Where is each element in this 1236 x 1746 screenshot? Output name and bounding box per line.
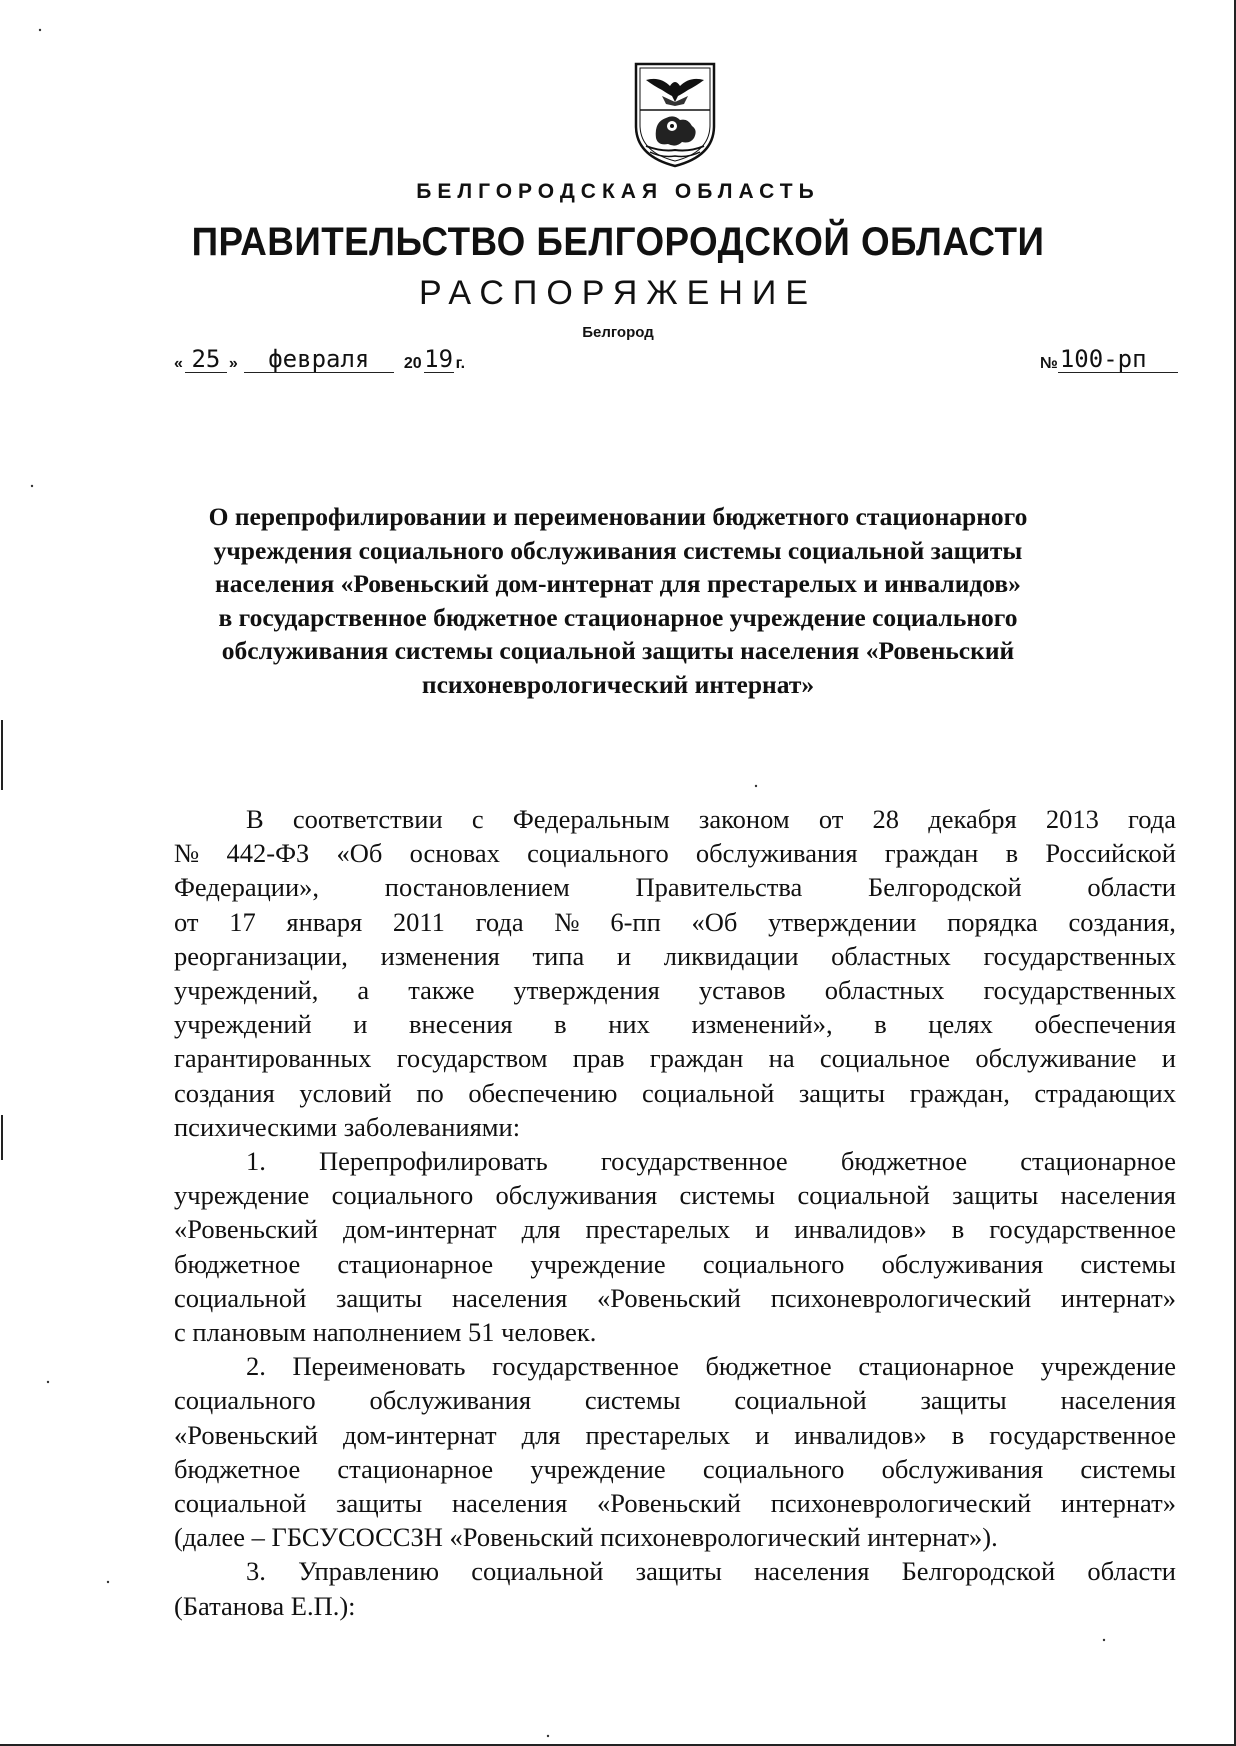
body-line	[174, 905, 1176, 939]
body-word: для	[521, 1419, 561, 1450]
body-word: 1.	[246, 1146, 266, 1177]
body-line	[174, 1383, 1176, 1417]
body-word: интернат»	[1060, 1488, 1176, 1519]
body-word: учреждений	[174, 1009, 312, 1040]
body-word: законом	[698, 804, 790, 834]
body-word: страдающих	[1034, 1077, 1176, 1108]
body-word: защиты	[635, 1556, 722, 1587]
body-word: области	[1087, 1556, 1176, 1587]
document-body	[174, 802, 1176, 1623]
body-word: №	[174, 838, 200, 869]
body-word: граждан	[649, 1043, 744, 1074]
body-word: и	[755, 1419, 770, 1450]
body-word: в	[554, 1009, 567, 1040]
body-word: учреждение	[530, 1453, 666, 1484]
body-line	[174, 836, 1176, 870]
body-word: «Ровеньский	[597, 1282, 741, 1313]
body-word: Российской	[1045, 838, 1176, 869]
body-word: психоневрологический	[770, 1282, 1032, 1313]
body-word: защиты	[798, 1077, 886, 1108]
body-word: гарантированных	[174, 1043, 372, 1074]
body-word: обслуживания	[495, 1180, 658, 1211]
body-word: В	[246, 804, 264, 834]
date-day: 25	[185, 346, 227, 373]
body-line	[174, 1349, 1176, 1383]
government-heading: ПРАВИТЕЛЬСТВО БЕЛГОРОДСКОЙ ОБЛАСТИ	[191, 220, 1045, 264]
body-word: Федеральным	[512, 804, 670, 834]
body-word: учреждение	[1040, 1351, 1176, 1382]
body-word: реорганизации,	[174, 940, 348, 971]
body-word: в	[951, 1214, 965, 1245]
body-word: от	[818, 804, 844, 834]
body-line	[174, 1007, 1176, 1041]
body-word: бюджетное	[174, 1248, 301, 1279]
body-word: интернат»	[1060, 1282, 1176, 1313]
body-word: и	[755, 1214, 770, 1245]
body-word: государственное	[600, 1146, 788, 1177]
body-word: бюджетное	[840, 1146, 968, 1177]
body-word: 2011	[392, 906, 445, 937]
body-word: социальной	[471, 1556, 604, 1587]
body-word: населения	[754, 1556, 870, 1587]
body-word: защиты	[336, 1282, 423, 1313]
body-word: 2.	[246, 1351, 266, 1382]
body-word: социальной	[174, 1488, 307, 1519]
body-word: обслуживания	[695, 838, 858, 869]
body-word: 6-пп	[610, 906, 661, 937]
body-word: 2013	[1045, 804, 1099, 834]
body-word: дом-интернат	[342, 1419, 497, 1450]
body-word: социального	[702, 1453, 845, 1484]
body-word: социальной	[641, 1077, 775, 1108]
body-word: прав	[572, 1043, 625, 1074]
body-word: по	[416, 1077, 444, 1108]
body-word: Белгородской	[901, 1556, 1056, 1587]
body-word: государственное	[989, 1214, 1176, 1245]
body-word: и	[1161, 1043, 1176, 1074]
body-word: обслуживания	[881, 1453, 1044, 1484]
body-word: социальной	[797, 1180, 930, 1211]
body-word: социального	[174, 1385, 316, 1416]
title-line: психоневрологический интернат»	[421, 669, 815, 699]
body-word: стационарное	[1020, 1146, 1176, 1177]
body-line: психическими заболеваниями:	[174, 1111, 521, 1142]
body-word: создания	[174, 1077, 275, 1108]
body-line: с плановым наполнением 51 человек.	[174, 1317, 597, 1348]
body-word: защиты	[336, 1488, 423, 1519]
body-word: социального	[527, 838, 669, 869]
number-prefix: №	[1040, 355, 1058, 372]
body-word: года	[475, 906, 524, 937]
date-open-quote: «	[174, 355, 183, 372]
body-word: дом-интернат	[342, 1214, 497, 1245]
body-word: государственное	[492, 1351, 679, 1382]
body-word: государственных	[983, 940, 1176, 971]
body-word: типа	[532, 940, 585, 971]
body-line	[174, 1486, 1176, 1520]
body-word: в	[1005, 838, 1019, 869]
document-number	[1040, 346, 1178, 373]
document-title	[190, 500, 1046, 701]
body-word: учреждений,	[174, 975, 319, 1006]
title-line: учреждения социального обслуживания системы социальной защиты	[213, 535, 1023, 565]
body-word: Федерации»,	[174, 872, 320, 903]
body-word: на	[768, 1043, 795, 1074]
body-word: областных	[824, 975, 945, 1006]
body-word: защиты	[952, 1180, 1039, 1211]
body-word: и	[616, 940, 632, 971]
body-word: Перепрофилировать	[319, 1146, 548, 1177]
body-word: граждан	[884, 838, 979, 869]
body-word: от	[174, 906, 199, 937]
body-word: системы	[679, 1180, 776, 1211]
body-word: системы	[1080, 1248, 1176, 1279]
body-line: (Батанова Е.П.):	[174, 1590, 356, 1621]
body-line	[174, 1041, 1176, 1075]
body-line	[174, 1418, 1176, 1452]
body-word: стационарное	[337, 1248, 494, 1279]
body-word: учреждение	[174, 1180, 310, 1211]
body-word: в	[874, 1009, 887, 1040]
body-word: утверждения	[513, 975, 660, 1006]
body-word: бюджетное	[174, 1453, 301, 1484]
body-word: изменений»,	[691, 1009, 833, 1040]
title-line: обслуживания системы социальной защиты населения «Ровеньский	[221, 636, 1015, 665]
body-word: престарелых	[585, 1419, 731, 1450]
body-word: для	[521, 1214, 561, 1245]
body-word: изменения	[380, 940, 500, 971]
body-line	[174, 1178, 1176, 1212]
body-word: населения	[1060, 1180, 1176, 1211]
body-word: «Ровеньский	[174, 1419, 318, 1450]
body-line	[174, 870, 1176, 904]
body-word: постановлением	[384, 872, 570, 903]
body-word: соответствии	[292, 804, 443, 834]
document-type-heading: РАСПОРЯЖЕНИЕ	[419, 274, 817, 312]
date-line	[174, 346, 465, 373]
body-word: населения	[1060, 1385, 1176, 1416]
body-word: №	[554, 906, 580, 937]
date-month: февраля	[244, 346, 394, 373]
number-value: 100-рп	[1058, 346, 1178, 373]
body-word: января	[286, 906, 363, 937]
body-word: обслуживания	[881, 1248, 1044, 1279]
body-word: «Ровеньский	[174, 1214, 318, 1245]
date-year-unit: г.	[455, 355, 466, 372]
region-heading: БЕЛГОРОДСКАЯ ОБЛАСТЬ	[416, 180, 820, 203]
body-word: государством	[396, 1043, 548, 1074]
body-word: обслуживание	[975, 1043, 1137, 1074]
body-word: защиты	[920, 1385, 1007, 1416]
body-line	[174, 1452, 1176, 1486]
date-year-prefix: 20	[403, 355, 422, 372]
body-word: бюджетное	[705, 1351, 832, 1382]
body-word: 442-ФЗ	[226, 838, 310, 869]
body-word: и	[353, 1009, 368, 1040]
title-line: населения «Ровеньский дом-интернат для престарелых и инвалидов»	[215, 569, 1021, 598]
body-word: целях	[928, 1009, 993, 1040]
body-word: социальное	[819, 1043, 951, 1074]
body-word: внесения	[409, 1009, 513, 1040]
body-word: психоневрологический	[770, 1488, 1032, 1519]
body-word: Переименовать	[292, 1351, 466, 1382]
body-word: Управлению	[298, 1556, 439, 1587]
body-word: 28	[872, 804, 900, 834]
body-word: социальной	[734, 1385, 867, 1416]
body-word: утверждении	[768, 906, 917, 937]
body-word: социального	[331, 1180, 474, 1211]
title-line: в государственное бюджетное стационарное учреждение социального	[218, 602, 1018, 632]
body-word: обеспечению	[468, 1077, 618, 1108]
body-word: государственное	[989, 1419, 1176, 1450]
body-word: Правительства	[635, 872, 803, 903]
body-word: государственных	[983, 975, 1176, 1006]
body-line	[174, 973, 1176, 1007]
body-word: населения	[451, 1488, 568, 1519]
body-word: системы	[1080, 1453, 1176, 1484]
body-word: социальной	[174, 1282, 307, 1313]
body-word: граждан,	[909, 1077, 1010, 1108]
body-word: порядка	[947, 906, 1038, 937]
body-word: основах	[409, 838, 500, 869]
date-year-suffix: 19	[424, 345, 454, 373]
body-line	[174, 1076, 1176, 1110]
date-close-quote: »	[228, 355, 238, 372]
body-line	[174, 802, 1176, 836]
body-line	[174, 939, 1176, 973]
body-word: областных	[831, 940, 951, 971]
body-line	[174, 1212, 1176, 1246]
body-word: уставов	[698, 975, 786, 1006]
city-label: Белгород	[582, 324, 654, 341]
body-word: системы	[584, 1385, 681, 1416]
body-word: создания,	[1068, 906, 1176, 937]
body-word: с	[471, 804, 484, 834]
body-word: в	[951, 1419, 965, 1450]
body-line: (далее – ГБСУСОССЗН «Ровеньский психоневрологический интернат»).	[174, 1522, 998, 1553]
body-word: инвалидов»	[794, 1419, 927, 1450]
body-word: ликвидации	[663, 940, 799, 971]
body-word: населения	[451, 1282, 568, 1313]
body-word: Белгородской	[868, 872, 1022, 903]
body-word: «Ровеньский	[597, 1488, 741, 1519]
body-word: социального	[702, 1248, 845, 1279]
body-word: стационарное	[858, 1351, 1015, 1382]
body-line	[174, 1281, 1176, 1315]
body-word: 17	[229, 906, 256, 937]
body-line	[174, 1144, 1176, 1178]
body-word: стационарное	[337, 1453, 494, 1484]
body-word: условий	[299, 1077, 392, 1108]
body-word: инвалидов»	[794, 1214, 927, 1245]
body-word: области	[1087, 872, 1176, 903]
body-word: декабря	[928, 804, 1017, 834]
body-word: также	[408, 975, 475, 1006]
title-line: О перепрофилировании и переименовании бюджетного стационарного	[208, 502, 1028, 531]
coat-of-arms-emblem	[632, 60, 718, 170]
body-word: престарелых	[585, 1214, 731, 1245]
body-word: «Об	[691, 906, 738, 937]
body-word: а	[357, 975, 370, 1006]
body-word: учреждение	[530, 1248, 666, 1279]
body-word: года	[1128, 804, 1176, 834]
body-line	[174, 1554, 1176, 1588]
body-line	[174, 1247, 1176, 1281]
body-word: обеспечения	[1034, 1009, 1176, 1040]
body-word: 3.	[246, 1556, 266, 1587]
body-word: них	[608, 1009, 650, 1040]
body-word: обслуживания	[369, 1385, 532, 1416]
body-word: «Об	[336, 838, 383, 869]
